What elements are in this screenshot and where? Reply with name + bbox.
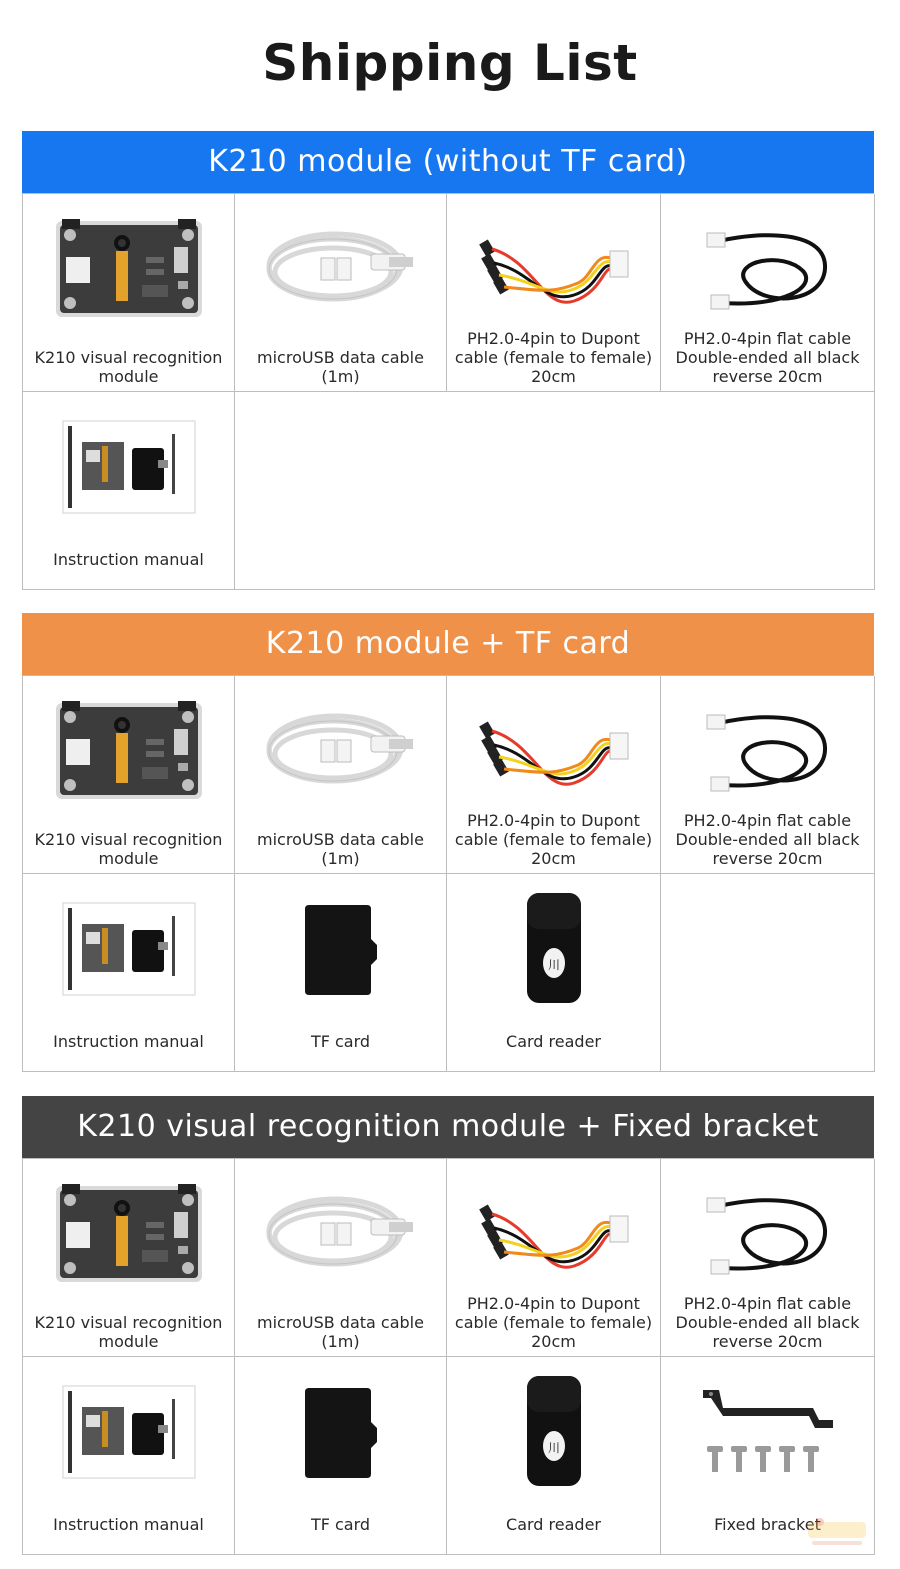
svg-text:川: 川	[547, 958, 560, 972]
item-flat-cable	[661, 1159, 875, 1357]
item-module	[23, 1159, 235, 1357]
item-grid	[22, 1158, 874, 1555]
item-usb-cable	[235, 1159, 447, 1357]
module-board-icon	[23, 692, 234, 810]
card-reader-icon	[447, 1373, 660, 1491]
item-usb-cable	[235, 676, 447, 874]
module-board-icon	[23, 1175, 234, 1293]
dupont-cable-icon	[447, 692, 660, 810]
item-tf-card	[235, 874, 447, 1072]
item-card-reader	[447, 1357, 661, 1555]
flat-cable-icon	[661, 210, 874, 328]
item-label: TF card	[310, 1032, 371, 1051]
item-label: Instruction manual	[53, 1032, 204, 1051]
empty-cell	[235, 392, 875, 590]
item-label: PH2.0-4pin flat cable Double-ended all black reverse 20cm	[675, 329, 860, 386]
item-grid	[22, 193, 874, 590]
tf-card-icon	[235, 890, 446, 1008]
item-label: microUSB data cable (1m)	[257, 348, 424, 386]
item-manual	[23, 392, 235, 590]
manual-icon	[23, 408, 234, 526]
card-reader-icon	[447, 890, 660, 1008]
dupont-cable-icon	[447, 1175, 660, 1293]
section-header: K210 visual recognition module + Fixed bracket	[22, 1096, 874, 1158]
item-bracket	[661, 1357, 875, 1555]
item-label: TF card	[310, 1515, 371, 1534]
item-tf-card	[235, 1357, 447, 1555]
flat-cable-icon	[661, 1175, 874, 1293]
item-label: PH2.0-4pin to Dupont cable (female to female) 20cm	[454, 811, 653, 868]
item-label: PH2.0-4pin to Dupont cable (female to female) 20cm	[454, 1294, 653, 1351]
item-grid	[22, 675, 874, 1072]
item-manual	[23, 1357, 235, 1555]
manual-icon	[23, 890, 234, 1008]
item-label: microUSB data cable (1m)	[257, 1313, 424, 1351]
item-card-reader	[447, 874, 661, 1072]
item-manual	[23, 874, 235, 1072]
item-label: Card reader	[506, 1515, 601, 1534]
bracket-icon	[661, 1373, 874, 1491]
item-dupont-cable	[447, 676, 661, 874]
item-flat-cable	[661, 194, 875, 392]
item-label: PH2.0-4pin flat cable Double-ended all black reverse 20cm	[675, 811, 860, 868]
item-label: K210 visual recognition module	[34, 348, 223, 386]
item-dupont-cable	[447, 1159, 661, 1357]
usb-cable-icon	[235, 692, 446, 810]
item-label: Instruction manual	[53, 1515, 204, 1534]
item-label: microUSB data cable (1m)	[257, 830, 424, 868]
section-header: K210 module (without TF card)	[22, 131, 874, 193]
empty-cell	[661, 874, 875, 1072]
item-label: Instruction manual	[53, 550, 204, 569]
section-with-bracket	[22, 1096, 874, 1555]
item-dupont-cable	[447, 194, 661, 392]
item-label: Fixed bracket	[714, 1515, 821, 1534]
svg-text:川: 川	[547, 1441, 560, 1455]
item-label: K210 visual recognition module	[34, 830, 223, 868]
section-with-tf-card	[22, 613, 874, 1072]
section-header: K210 module + TF card	[22, 613, 874, 675]
usb-cable-icon	[235, 210, 446, 328]
item-module	[23, 194, 235, 392]
item-flat-cable	[661, 676, 875, 874]
module-board-icon	[23, 210, 234, 328]
tf-card-icon	[235, 1373, 446, 1491]
item-label: PH2.0-4pin flat cable Double-ended all black reverse 20cm	[675, 1294, 860, 1351]
item-usb-cable	[235, 194, 447, 392]
section-without-tf-card	[22, 131, 874, 590]
manual-icon	[23, 1373, 234, 1491]
page-title: Shipping List	[262, 34, 638, 92]
item-label: Card reader	[506, 1032, 601, 1051]
item-module	[23, 676, 235, 874]
item-label: PH2.0-4pin to Dupont cable (female to female) 20cm	[454, 329, 653, 386]
flat-cable-icon	[661, 692, 874, 810]
usb-cable-icon	[235, 1175, 446, 1293]
item-label: K210 visual recognition module	[34, 1313, 223, 1351]
toykid-logo-icon	[806, 1516, 868, 1550]
dupont-cable-icon	[447, 210, 660, 328]
